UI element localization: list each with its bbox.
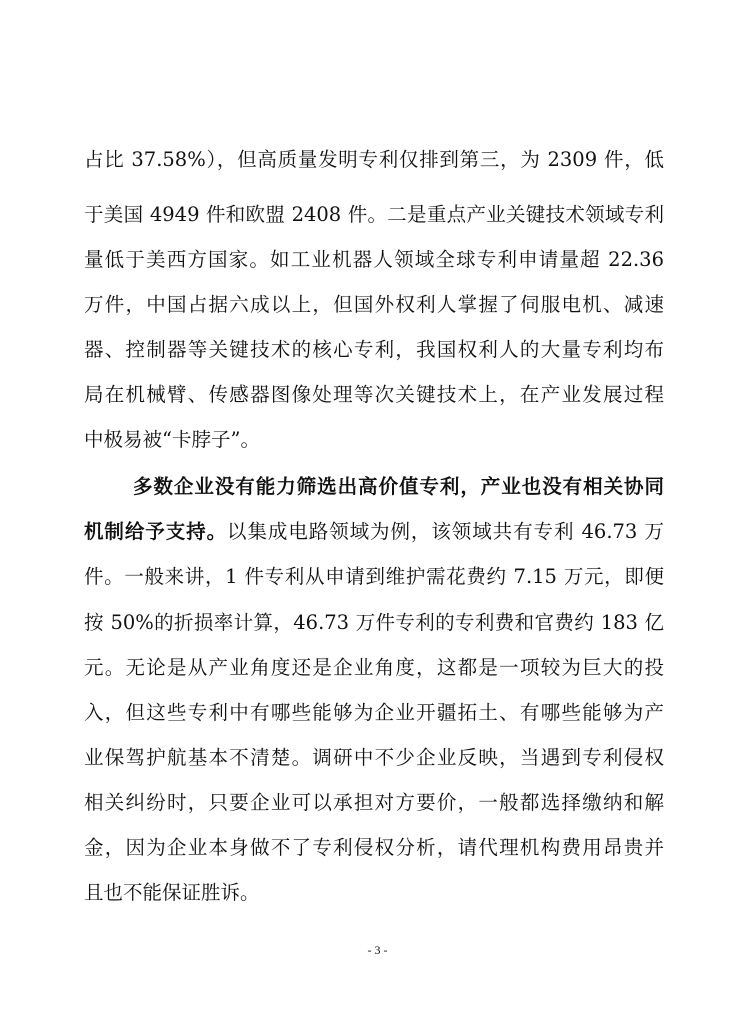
text-line: 量低于美西方国家。如工业机器人领域全球专利申请量超 22.36 bbox=[84, 248, 664, 271]
text-line: 且也不能保证胜诉。 bbox=[84, 881, 260, 904]
text-line: 入，但这些专利中有哪些能够为企业开疆拓土、有哪些能够为产 bbox=[84, 701, 664, 724]
text-line: 于美国 4949 件和欧盟 2408 件。二是重点产业关键技术领域专利 bbox=[84, 203, 664, 226]
text-line: 按 50%的折损率计算，46.73 万件专利的专利费和官费约 183 亿 bbox=[84, 611, 664, 634]
text-line: 相关纠纷时，只要企业可以承担对方要价，一般都选择缴纳和解 bbox=[84, 791, 664, 814]
text-line: 局在机械臂、传感器图像处理等次关键技术上，在产业发展过程 bbox=[84, 383, 664, 406]
text-line: 占比 37.58%），但高质量发明专利仅排到第三，为 2309 件，低 bbox=[84, 148, 664, 171]
bold-heading-line: 多数企业没有能力筛选出高价值专利，产业也没有相关协同 bbox=[133, 475, 664, 498]
text-line: 器、控制器等关键技术的核心专利，我国权利人的大量专利均布 bbox=[84, 338, 664, 361]
text-line: 中极易被“卡脖子”。 bbox=[84, 428, 260, 451]
bold-heading-end: 机制给予支持。 bbox=[84, 520, 228, 543]
page-number: - 3 - bbox=[367, 943, 388, 957]
text-line bbox=[84, 515, 664, 549]
text-line: 件。一般来讲，1 件专利从申请到维护需花费约 7.15 万元，即便 bbox=[84, 565, 664, 588]
text-line: 业保驾护航基本不清楚。调研中不少企业反映，当遇到专利侵权 bbox=[84, 746, 664, 769]
text-line: 金，因为企业本身做不了专利侵权分析，请代理机构费用昂贵并 bbox=[84, 836, 664, 859]
text-span: 以集成电路领域为例，该领域共有专利 46.73 万 bbox=[227, 520, 664, 543]
text-line: 万件，中国占据六成以上，但国外权利人掌握了伺服电机、减速 bbox=[84, 293, 664, 316]
text-line: 元。无论是从产业角度还是企业角度，这都是一项较为巨大的投 bbox=[84, 656, 664, 679]
